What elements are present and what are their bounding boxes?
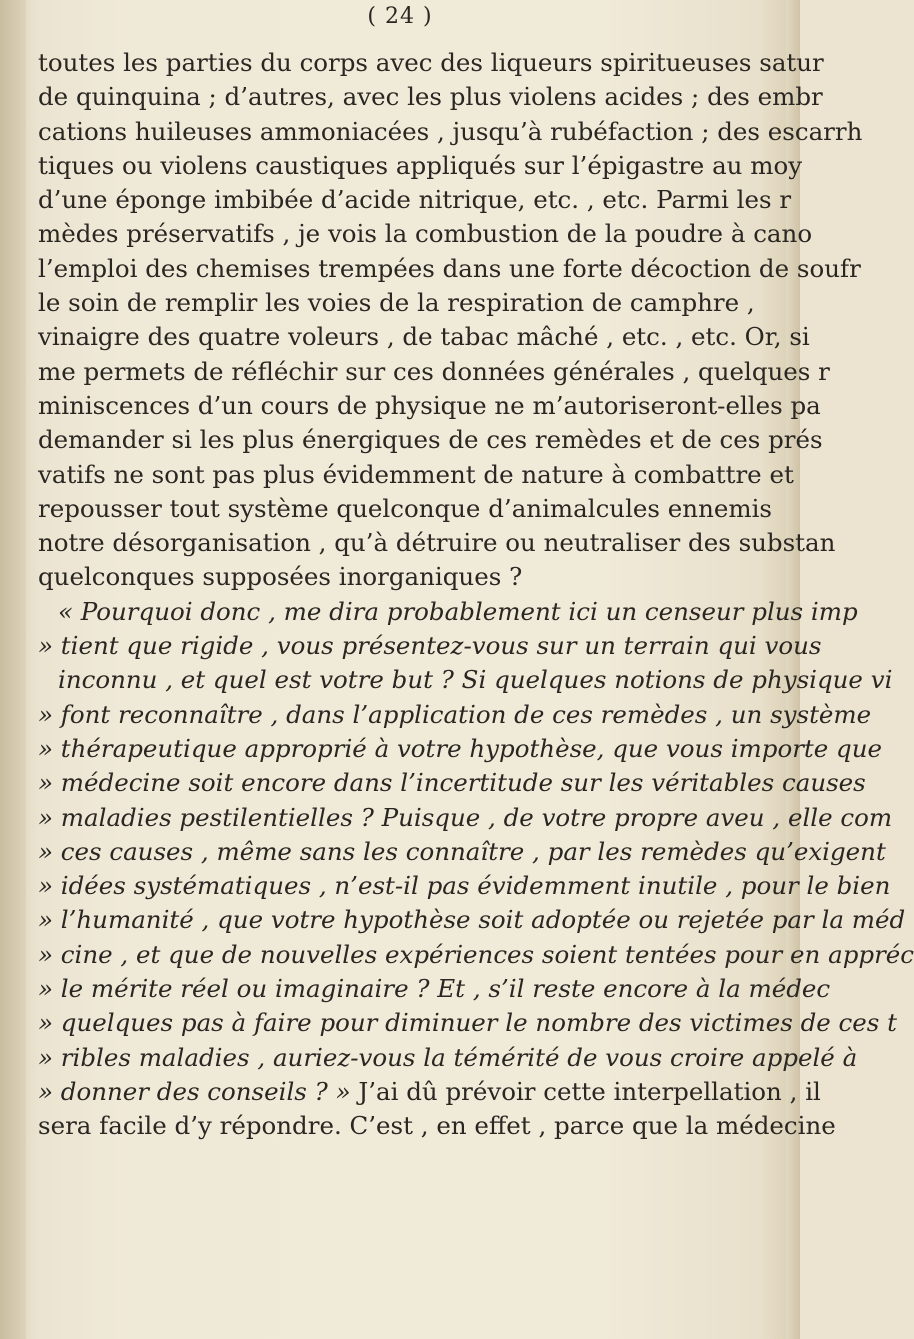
body-text [38, 46, 914, 1144]
page-binding-edge [0, 0, 26, 1339]
text-line: toutes les parties du corps avec des liqueurs spiritueuses satur [38, 48, 824, 77]
text-line: miniscences d’un cours de physique ne m’autoriseront-elles pa [38, 390, 821, 420]
text-line: » font reconnaître , dans l’application de ces remèdes , un système [38, 699, 872, 729]
text-line: de quinquina ; d’autres, avec les plus violens acides ; des embr [38, 82, 823, 112]
text-line: » donner des conseils ? » J’ai dû prévoir cette interpellation , il [38, 1076, 821, 1106]
text-line: l’emploi des chemises trempées dans une forte décoction de soufr [38, 253, 861, 283]
text-line: notre désorganisation , qu’à détruire ou neutraliser des substan [38, 528, 836, 558]
text-line: » le mérite réel ou imaginaire ? Et , s’il reste encore à la médec [38, 974, 831, 1004]
text-line: mèdes préservatifs , je vois la combustion de la poudre à cano [38, 219, 813, 249]
text-line: » médecine soit encore dans l’incertitude sur les véritables causes [38, 768, 866, 798]
text-line: vinaigre des quatre voleurs , de tabac mâché , etc. , etc. Or, si [38, 322, 810, 352]
text-line: tiques ou violens caustiques appliqués sur l’épigastre au moy [38, 150, 803, 180]
text-line: inconnu , et quel est votre but ? Si quelques notions de physique vi [58, 665, 893, 695]
text-line: le soin de remplir les voies de la respiration de camphre , [38, 288, 755, 318]
text-line: demander si les plus énergiques de ces remèdes et de ces prés [38, 425, 823, 455]
text-line: quelconques supposées inorganiques ? [38, 562, 523, 592]
text-line: d’une éponge imbibée d’acide nitrique, etc. , etc. Parmi les r [38, 185, 792, 215]
text-line: » l’humanité , que votre hypothèse soit adoptée ou rejetée par la méd [38, 905, 906, 935]
page-number: ( 24 ) [367, 4, 433, 29]
text-line: » maladies pestilentielles ? Puisque , de votre propre aveu , elle com [38, 802, 893, 832]
text-line: « Pourquoi donc , me dira probablement ici un censeur plus imp [58, 596, 858, 626]
text-line: » cine , et que de nouvelles expériences soient tentées pour en appréc [38, 939, 914, 969]
text-line: » ces causes , même sans les connaître , par les remèdes qu’exigent [38, 836, 886, 866]
text-line: » ribles maladies , auriez-vous la témérité de vous croire appelé à [38, 1042, 858, 1072]
text-line: sera facile d’y répondre. C’est , en effet , parce que la médecine [38, 1111, 836, 1141]
text-line: repousser tout système quelconque d’animalcules ennemis [38, 493, 772, 523]
text-line: cations huileuses ammoniacées , jusqu’à rubéfaction ; des escarrh [38, 116, 863, 146]
text-line: vatifs ne sont pas plus évidemment de nature à combattre et [38, 459, 794, 489]
text-line: » thérapeutique approprié à votre hypothèse, que vous importe que [38, 733, 883, 763]
text-line: » tient que rigide , vous présentez-vous sur un terrain qui vous [38, 631, 822, 661]
text-line: me permets de réfléchir sur ces données générales , quelques r [38, 356, 830, 386]
text-line: » quelques pas à faire pour diminuer le nombre des victimes de ces t [38, 1008, 897, 1038]
text-line: » idées systématiques , n’est-il pas évidemment inutile , pour le bien [38, 871, 891, 901]
